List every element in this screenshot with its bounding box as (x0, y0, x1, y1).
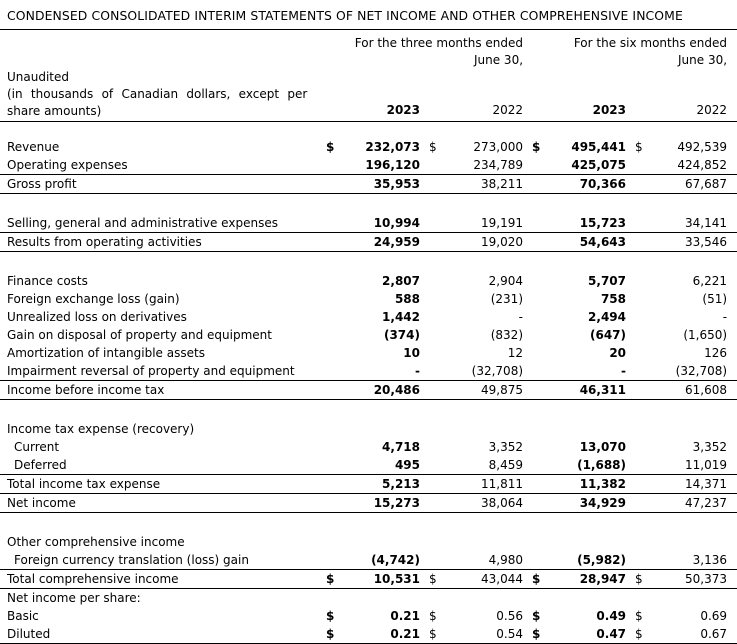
year-header: 2022 (644, 81, 737, 122)
row-label: Operating expenses (0, 156, 325, 175)
row-label: Total comprehensive income (0, 570, 325, 589)
value-cell: 24,959 (335, 233, 428, 252)
value-cell: 50,373 (644, 570, 737, 589)
value-cell: (4,742) (335, 551, 428, 570)
value-cell: 126 (704, 346, 728, 360)
currency-symbol (325, 290, 335, 308)
currency-symbol (325, 551, 335, 570)
period-line: June 30, (473, 53, 524, 67)
spacer-cell (0, 122, 737, 139)
currency-symbol (428, 362, 438, 381)
currency-symbol: $ (531, 625, 541, 644)
currency-symbol (428, 290, 438, 308)
value-cell: 11,382 (541, 475, 634, 494)
currency-symbol (531, 344, 541, 362)
value-cell: 15,723 (541, 214, 634, 233)
currency-symbol (531, 475, 541, 494)
currency-symbol: $ (635, 140, 643, 154)
value-cell: 8,459 (438, 456, 531, 475)
currency-symbol (531, 81, 541, 122)
value-cell: (832) (490, 328, 524, 342)
row-label: Other comprehensive income (7, 535, 185, 549)
currency-symbol (428, 381, 438, 400)
currency-symbol (325, 326, 335, 344)
row-label: Basic (7, 609, 39, 623)
period-header-row (0, 30, 737, 81)
row-operating-expenses (0, 156, 737, 175)
currency-symbol (634, 326, 644, 344)
row-label: Finance costs (7, 274, 88, 288)
row-impairment-reversal-of-property-and-equipment (0, 362, 737, 381)
currency-symbol (531, 272, 541, 290)
currency-symbol (531, 362, 541, 381)
value-cell: 19,020 (438, 233, 531, 252)
currency-symbol: $ (634, 625, 644, 644)
currency-symbol (531, 551, 541, 570)
row-diluted (0, 625, 737, 644)
value-cell: 20 (609, 346, 627, 360)
currency-symbol (634, 272, 644, 290)
row-label: Current (14, 440, 60, 454)
row-label: Foreign exchange loss (gain) (7, 292, 180, 306)
note-line-share-amounts: share amounts) (7, 104, 102, 118)
currency-symbol: $ (326, 140, 335, 154)
currency-symbol (428, 175, 438, 194)
currency-symbol (428, 308, 438, 326)
row-income-before-income-tax (0, 381, 737, 400)
year-header: 2023 (335, 81, 428, 122)
value-cell: 46,311 (541, 381, 634, 400)
value-cell: 2,904 (488, 274, 524, 288)
currency-symbol (325, 362, 335, 381)
statement-title: CONDENSED CONSOLIDATED INTERIM STATEMENTS OF NET INCOME AND OTHER COMPREHENSIVE INCOME (0, 0, 737, 30)
value-cell: 47,237 (644, 494, 737, 513)
row-label: Deferred (0, 456, 325, 475)
currency-symbol (634, 494, 644, 513)
currency-symbol (428, 233, 438, 252)
currency-symbol (428, 344, 438, 362)
value-cell: 196,120 (335, 156, 428, 175)
row-label: Net income per share: (7, 591, 141, 605)
value-cell: 11,811 (438, 475, 531, 494)
value-cell: 67,687 (644, 175, 737, 194)
currency-symbol (634, 381, 644, 400)
currency-symbol (634, 290, 644, 308)
currency-symbol (428, 214, 438, 233)
value-cell: 38,064 (438, 494, 531, 513)
value-cell: 495 (335, 456, 428, 475)
value-cell: 0.47 (541, 625, 634, 644)
currency-symbol (531, 233, 541, 252)
value-cell: (231) (490, 292, 524, 306)
currency-symbol (531, 290, 541, 308)
value-cell: 232,073 (365, 140, 420, 154)
period-line: For the three months ended (354, 36, 524, 50)
currency-symbol: $ (325, 625, 335, 644)
note-line-currency: (in thousands of Canadian dollars, except per (7, 87, 308, 101)
value-cell: 0.69 (700, 609, 728, 623)
value-cell: 15,273 (335, 494, 428, 513)
spacer-row (0, 513, 737, 534)
currency-symbol (325, 214, 335, 233)
value-cell: - (518, 310, 524, 324)
currency-symbol (428, 326, 438, 344)
value-cell: 10,994 (335, 214, 428, 233)
row-label: Unrealized loss on derivatives (7, 310, 187, 324)
row-label: Revenue (7, 140, 60, 154)
value-cell: 4,718 (382, 440, 420, 454)
value-cell: 49,875 (438, 381, 531, 400)
value-cell: 0.56 (496, 609, 524, 623)
value-cell: 20,486 (335, 381, 428, 400)
row-other-comprehensive-income (0, 533, 737, 551)
value-cell: - (541, 362, 634, 381)
currency-symbol: $ (532, 609, 541, 623)
currency-symbol (634, 214, 644, 233)
value-cell: 35,953 (335, 175, 428, 194)
value-cell: (647) (589, 328, 627, 342)
value-cell: 34,141 (644, 214, 737, 233)
income-statement-table (0, 30, 737, 644)
row-gross-profit (0, 175, 737, 194)
value-cell: 19,191 (438, 214, 531, 233)
currency-symbol (325, 381, 335, 400)
value-cell: 273,000 (473, 140, 524, 154)
value-cell: 54,643 (541, 233, 634, 252)
row-label: Results from operating activities (0, 233, 325, 252)
currency-symbol: $ (428, 625, 438, 644)
currency-symbol (325, 456, 335, 475)
row-amortization-of-intangible-assets (0, 344, 737, 362)
value-cell: 11,019 (644, 456, 737, 475)
currency-symbol (325, 272, 335, 290)
period-line: For the six months ended (573, 36, 728, 50)
currency-symbol (325, 233, 335, 252)
value-cell: 3,136 (644, 551, 737, 570)
value-cell: 28,947 (541, 570, 634, 589)
row-income-tax-expense-recovery (0, 420, 737, 438)
row-finance-costs (0, 272, 737, 290)
currency-symbol (428, 551, 438, 570)
currency-symbol (325, 308, 335, 326)
value-cell: 61,608 (644, 381, 737, 400)
row-label: Impairment reversal of property and equipment (0, 362, 325, 381)
value-cell: 34,929 (541, 494, 634, 513)
row-label: Gain on disposal of property and equipment (7, 328, 272, 342)
value-cell: 12 (507, 346, 524, 360)
currency-symbol (428, 494, 438, 513)
row-current (0, 438, 737, 456)
spacer-row (0, 194, 737, 215)
value-cell: (1,650) (683, 328, 728, 342)
value-cell: - (722, 310, 728, 324)
spacer-row (0, 400, 737, 421)
value-cell: (51) (702, 292, 728, 306)
year-header: 2023 (541, 81, 634, 122)
row-label: Amortization of intangible assets (7, 346, 205, 360)
spacer-row (0, 252, 737, 273)
row-revenue (0, 138, 737, 156)
row-total-comprehensive-income (0, 570, 737, 589)
value-cell: 2,494 (588, 310, 627, 324)
row-foreign-exchange-loss-gain (0, 290, 737, 308)
period-line: June 30, (678, 53, 728, 67)
value-cell: 424,852 (644, 156, 737, 175)
period-header-six-months (531, 30, 737, 81)
currency-symbol (428, 81, 438, 122)
currency-symbol (531, 438, 541, 456)
currency-symbol (531, 308, 541, 326)
row-results-from-operating-activities (0, 233, 737, 252)
currency-symbol (531, 326, 541, 344)
currency-symbol (634, 81, 644, 122)
row-label: Gross profit (0, 175, 325, 194)
value-cell: 5,707 (588, 274, 627, 288)
value-cell: 10,531 (335, 570, 428, 589)
value-cell: (32,708) (438, 362, 531, 381)
currency-symbol (325, 175, 335, 194)
currency-symbol (634, 551, 644, 570)
value-cell: 1,442 (382, 310, 420, 324)
note-line-unaudited: Unaudited (7, 70, 70, 84)
value-cell: 5,213 (335, 475, 428, 494)
currency-symbol (428, 475, 438, 494)
row-total-income-tax-expense (0, 475, 737, 494)
spacer-cell (0, 513, 737, 534)
value-cell: 4,980 (438, 551, 531, 570)
value-cell: 0.21 (335, 625, 428, 644)
value-cell: 758 (600, 292, 627, 306)
value-cell: 0.54 (438, 625, 531, 644)
row-unrealized-loss-on-derivatives (0, 308, 737, 326)
row-deferred (0, 456, 737, 475)
value-cell: 0.49 (596, 609, 627, 623)
currency-symbol (634, 233, 644, 252)
currency-symbol (428, 272, 438, 290)
currency-symbol (325, 475, 335, 494)
currency-symbol (428, 456, 438, 475)
value-cell: 43,044 (438, 570, 531, 589)
currency-symbol (531, 214, 541, 233)
row-label: Diluted (0, 625, 325, 644)
currency-symbol (325, 81, 335, 122)
currency-symbol (325, 344, 335, 362)
value-cell: (32,708) (644, 362, 737, 381)
year-header: 2022 (438, 81, 531, 122)
row-foreign-currency-translation-loss-gain (0, 551, 737, 570)
statement-note (0, 30, 325, 122)
period-header-three-months (325, 30, 531, 81)
currency-symbol: $ (325, 570, 335, 589)
currency-symbol (428, 156, 438, 175)
row-gain-on-disposal-of-property-and-equipment (0, 326, 737, 344)
value-cell: 33,546 (644, 233, 737, 252)
currency-symbol (531, 456, 541, 475)
currency-symbol (531, 156, 541, 175)
value-cell: 234,789 (438, 156, 531, 175)
currency-symbol: $ (429, 609, 437, 623)
spacer-cell (0, 194, 737, 215)
currency-symbol (634, 308, 644, 326)
spacer-cell (0, 252, 737, 273)
spacer-row (0, 122, 737, 139)
currency-symbol (428, 438, 438, 456)
row-label: Net income (0, 494, 325, 513)
value-cell: 2,807 (382, 274, 420, 288)
value-cell: 14,371 (644, 475, 737, 494)
currency-symbol: $ (428, 570, 438, 589)
row-label: Income before income tax (0, 381, 325, 400)
currency-symbol (531, 175, 541, 194)
value-cell: 6,221 (692, 274, 728, 288)
row-label: Total income tax expense (0, 475, 325, 494)
currency-symbol: $ (635, 609, 643, 623)
value-cell: (1,688) (541, 456, 634, 475)
row-selling-general-and-administrative-expenses (0, 214, 737, 233)
row-net-income-per-share (0, 589, 737, 608)
row-net-income (0, 494, 737, 513)
value-cell: 3,352 (692, 440, 728, 454)
value-cell: 495,441 (571, 140, 627, 154)
value-cell: 492,539 (677, 140, 728, 154)
value-cell: 3,352 (488, 440, 524, 454)
currency-symbol (634, 438, 644, 456)
value-cell: 13,070 (579, 440, 627, 454)
currency-symbol: $ (532, 140, 541, 154)
currency-symbol (634, 344, 644, 362)
value-cell: (5,982) (541, 551, 634, 570)
currency-symbol (325, 494, 335, 513)
value-cell: 0.67 (644, 625, 737, 644)
row-basic (0, 607, 737, 625)
spacer-cell (0, 400, 737, 421)
value-cell: 10 (403, 346, 420, 360)
value-cell: (374) (383, 328, 420, 342)
currency-symbol: $ (634, 570, 644, 589)
value-cell: 588 (394, 292, 420, 306)
currency-symbol (531, 494, 541, 513)
row-label: Selling, general and administrative expenses (0, 214, 325, 233)
value-cell: 0.21 (390, 609, 420, 623)
currency-symbol (634, 156, 644, 175)
currency-symbol (325, 438, 335, 456)
value-cell: 425,075 (541, 156, 634, 175)
row-label: Income tax expense (recovery) (7, 422, 195, 436)
currency-symbol (634, 475, 644, 494)
currency-symbol: $ (326, 609, 335, 623)
currency-symbol: $ (531, 570, 541, 589)
currency-symbol: $ (429, 140, 437, 154)
currency-symbol (325, 156, 335, 175)
currency-symbol (634, 362, 644, 381)
currency-symbol (634, 456, 644, 475)
value-cell: 70,366 (541, 175, 634, 194)
value-cell: - (335, 362, 428, 381)
row-label: Foreign currency translation (loss) gain (0, 551, 325, 570)
currency-symbol (531, 381, 541, 400)
value-cell: 38,211 (438, 175, 531, 194)
currency-symbol (634, 175, 644, 194)
